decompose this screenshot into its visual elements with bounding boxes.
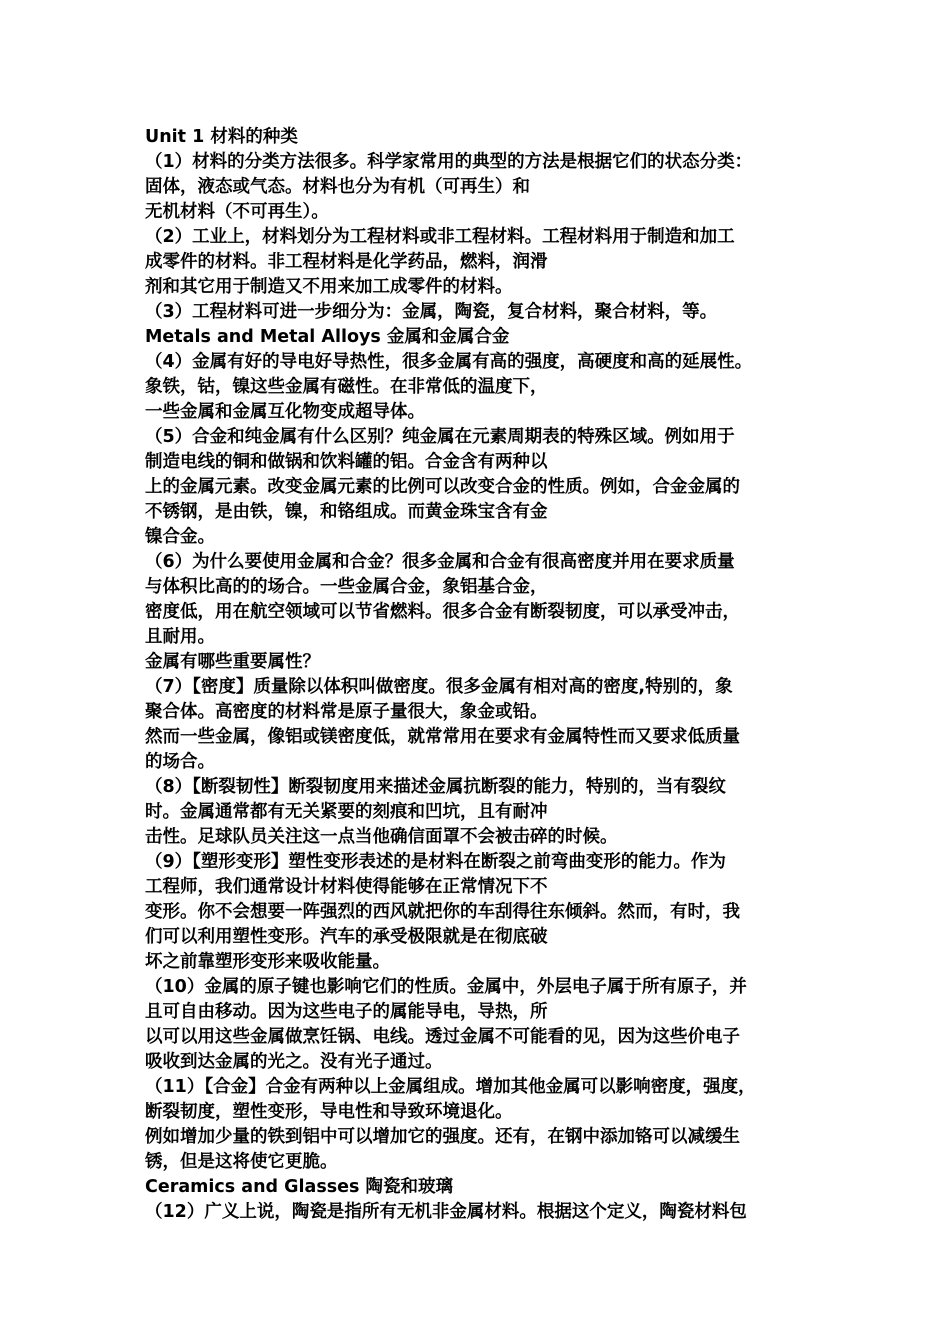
paragraph-line: （5）合金和纯金属有什么区别？纯金属在元素周期表的特殊区域。例如用于 [145,427,735,447]
paragraph-line: （4）金属有好的导电好导热性，很多金属有高的强度，高硬度和高的延展性。 [145,352,753,372]
unit-heading: Unit 1 材料的种类 [145,127,298,147]
paragraph-line: 无机材料（不可再生）。 [145,202,329,222]
paragraph-line: 与体积比高的的场合。一些金属合金，象铝基合金， [145,577,548,597]
paragraph-line: 固体，液态或气态。材料也分为有机（可再生）和 [145,177,530,197]
paragraph-line: 象铁，钴，镍这些金属有磁性。在非常低的温度下， [145,377,548,397]
paragraph-line: 坏之前靠塑形变形来吸收能量。 [145,952,390,972]
paragraph-line: 以可以用这些金属做烹饪锅、电线。透过金属不可能看的见，因为这些价电子 [145,1027,740,1047]
paragraph-line: （7）【密度】质量除以体积叫做密度。很多金属有相对高的密度,特别的，象 [145,677,733,697]
paragraph-line: 且耐用。 [145,627,215,647]
document-body [145,125,825,1225]
paragraph-line: 然而一些金属，像铝或镁密度低，就常常用在要求有金属特性而又要求低质量 [145,727,740,747]
paragraph-line: （2）工业上，材料划分为工程材料或非工程材料。工程材料用于制造和加工 [145,227,735,247]
paragraph-line: 工程师，我们通常设计材料使得能够在正常情况下不 [145,877,548,897]
paragraph-line: 剂和其它用于制造又不用来加工成零件的材料。 [145,277,513,297]
paragraph-line: （3）工程材料可进一步细分为：金属，陶瓷，复合材料，聚合材料，等。 [145,302,718,322]
paragraph-line: 制造电线的铜和做锅和饮料罐的铝。合金含有两种以 [145,452,548,472]
paragraph-line: 锈，但是这将使它更脆。 [145,1152,338,1172]
paragraph-line: 变形。你不会想要一阵强烈的西风就把你的车刮得往东倾斜。然而，有时，我 [145,902,740,922]
paragraph-line: （11）【合金】合金有两种以上金属组成。增加其他金属可以影响密度，强度， [145,1077,756,1097]
paragraph-line: 击性。足球队员关注这一点当他确信面罩不会被击碎的时候。 [145,827,618,847]
paragraph-line: 例如增加少量的铁到铝中可以增加它的强度。还有，在钢中添加铬可以减缓生 [145,1127,740,1147]
paragraph-line: （8）【断裂韧性】断裂韧度用来描述金属抗断裂的能力，特别的，当有裂纹 [145,777,726,797]
paragraph-line: （12）广义上说，陶瓷是指所有无机非金属材料。根据这个定义，陶瓷材料包 [145,1202,747,1222]
paragraph-line: 时。金属通常都有无关紧要的刻痕和凹坑，且有耐冲 [145,802,548,822]
paragraph-line: 聚合体。高密度的材料常是原子量很大，象金或铅。 [145,702,548,722]
paragraph-line: 吸收到达金属的光之。没有光子通过。 [145,1052,443,1072]
paragraph-line: （9）【塑形变形】塑性变形表述的是材料在断裂之前弯曲变形的能力。作为 [145,852,726,872]
paragraph-line: 们可以利用塑性变形。汽车的承受极限就是在彻底破 [145,927,548,947]
subheading-line: 金属有哪些重要属性？ [145,652,320,672]
paragraph-line: 镍合金。 [145,527,215,547]
paragraph-line: 断裂韧度，塑性变形，导电性和导致环境退化。 [145,1102,513,1122]
paragraph-line: （10）金属的原子键也影响它们的性质。金属中，外层电子属于所有原子，并 [145,977,747,997]
paragraph-line: 密度低，用在航空领域可以节省燃料。很多合金有断裂韧度，可以承受冲击， [145,602,740,622]
paragraph-line: 上的金属元素。改变金属元素的比例可以改变合金的性质。例如，合金金属的 [145,477,740,497]
paragraph-line: 的场合。 [145,752,215,772]
paragraph-line: （1）材料的分类方法很多。科学家常用的典型的方法是根据它们的状态分类： [145,152,753,172]
paragraph-line: 成零件的材料。非工程材料是化学药品，燃料，润滑 [145,252,548,272]
paragraph-line: 不锈钢，是由铁，镍，和铬组成。而黄金珠宝含有金 [145,502,548,522]
section-heading: Ceramics and Glasses 陶瓷和玻璃 [145,1177,454,1197]
paragraph-line: （6）为什么要使用金属和合金？很多金属和合金有很高密度并用在要求质量 [145,552,735,572]
paragraph-line: 且可自由移动。因为这些电子的属能导电，导热，所 [145,1002,548,1022]
paragraph-line: 一些金属和金属互化物变成超导体。 [145,402,425,422]
section-heading: Metals and Metal Alloys 金属和金属合金 [145,327,510,347]
